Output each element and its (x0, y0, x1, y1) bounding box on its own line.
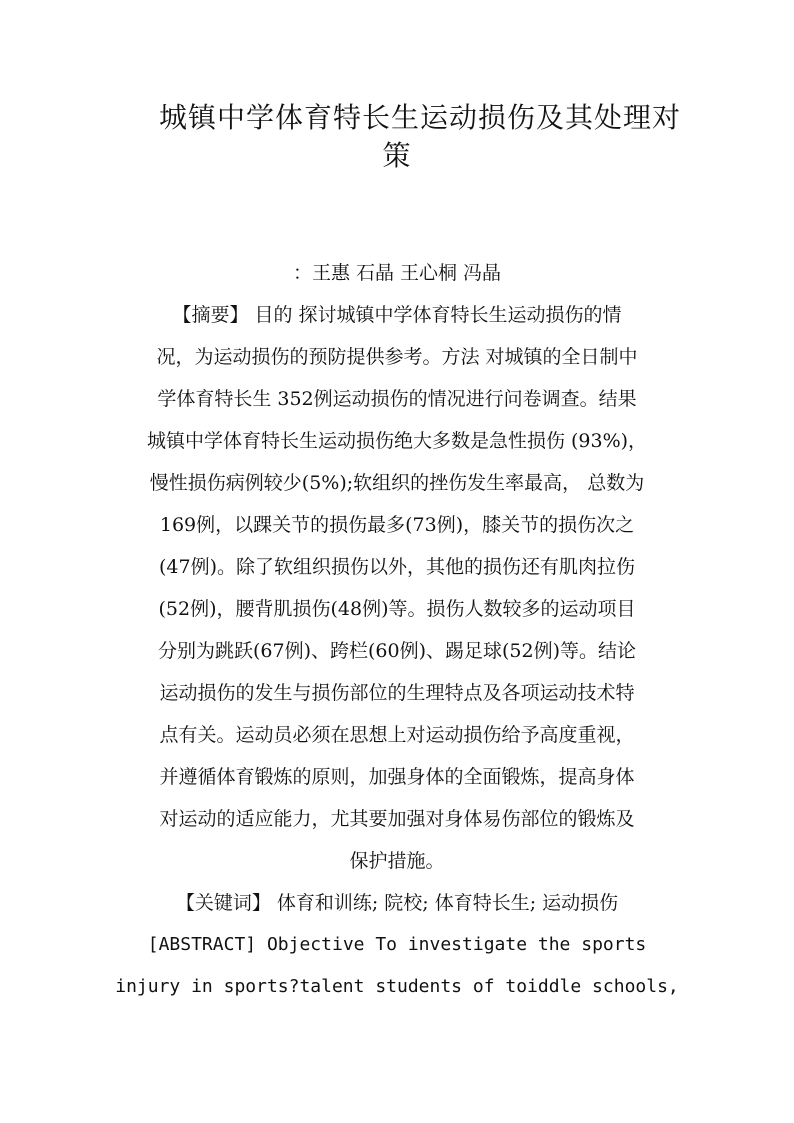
abstract-line-8: (52例)，腰背肌损伤(48例)等。损伤人数较多的运动项目 (158, 598, 636, 620)
title-line-2: 策 (382, 139, 412, 172)
abstract-line-5: 慢性损伤病例较少(5%);软组织的挫伤发生率最高， 总数为 (149, 472, 645, 494)
abstract-line-13: 对运动的适应能力，尤其要加强对身体易伤部位的锻炼及 (159, 808, 635, 830)
abstract-line-14: 保护措施。 (349, 850, 445, 872)
english-abstract-line-1: [ABSTRACT] Objective To investigate the sports (147, 934, 647, 955)
abstract-line-6: 169例，以踝关节的损伤最多(73例)，膝关节的损伤次之 (159, 514, 635, 536)
abstract-line-7: (47例)。除了软组织损伤以外，其他的损伤还有肌肉拉伤 (158, 556, 635, 578)
authors-line: ：王惠 石晶 王心桐 冯晶 (292, 262, 502, 284)
english-abstract-line-2: injury in sports?talent students of toiddle schools, (115, 976, 679, 997)
abstract-line-9: 分别为跳跃(67例)、跨栏(60例)、踢足球(52例)等。结论 (157, 640, 636, 662)
abstract-line-3: 学体育特长生 352例运动损伤的情况进行问卷调查。结果 (157, 388, 637, 410)
keywords-line: 【关键词】 体育和训练; 院校; 体育特长生; 运动损伤 (175, 892, 619, 914)
abstract-line-12: 并遵循体育锻炼的原则，加强身体的全面锻炼，提高身体 (159, 766, 635, 788)
abstract-line-4: 城镇中学体育特长生运动损伤绝大多数是急性损伤 (93%)， (146, 430, 648, 452)
abstract-line-10: 运动损伤的发生与损伤部位的生理特点及各项运动技术特 (159, 682, 635, 704)
abstract-line-11: 点有关。运动员必须在思想上对运动损伤给予高度重视， (159, 724, 635, 746)
abstract-line-2: 况，为运动损伤的预防提供参考。方法 对城镇的全日制中 (156, 346, 638, 368)
abstract-line-1: 【摘要】 目的 探讨城镇中学体育特长生运动损伤的情 (172, 304, 622, 326)
title-line-1: 城镇中学体育特长生运动损伤及其处理对 (158, 101, 681, 134)
